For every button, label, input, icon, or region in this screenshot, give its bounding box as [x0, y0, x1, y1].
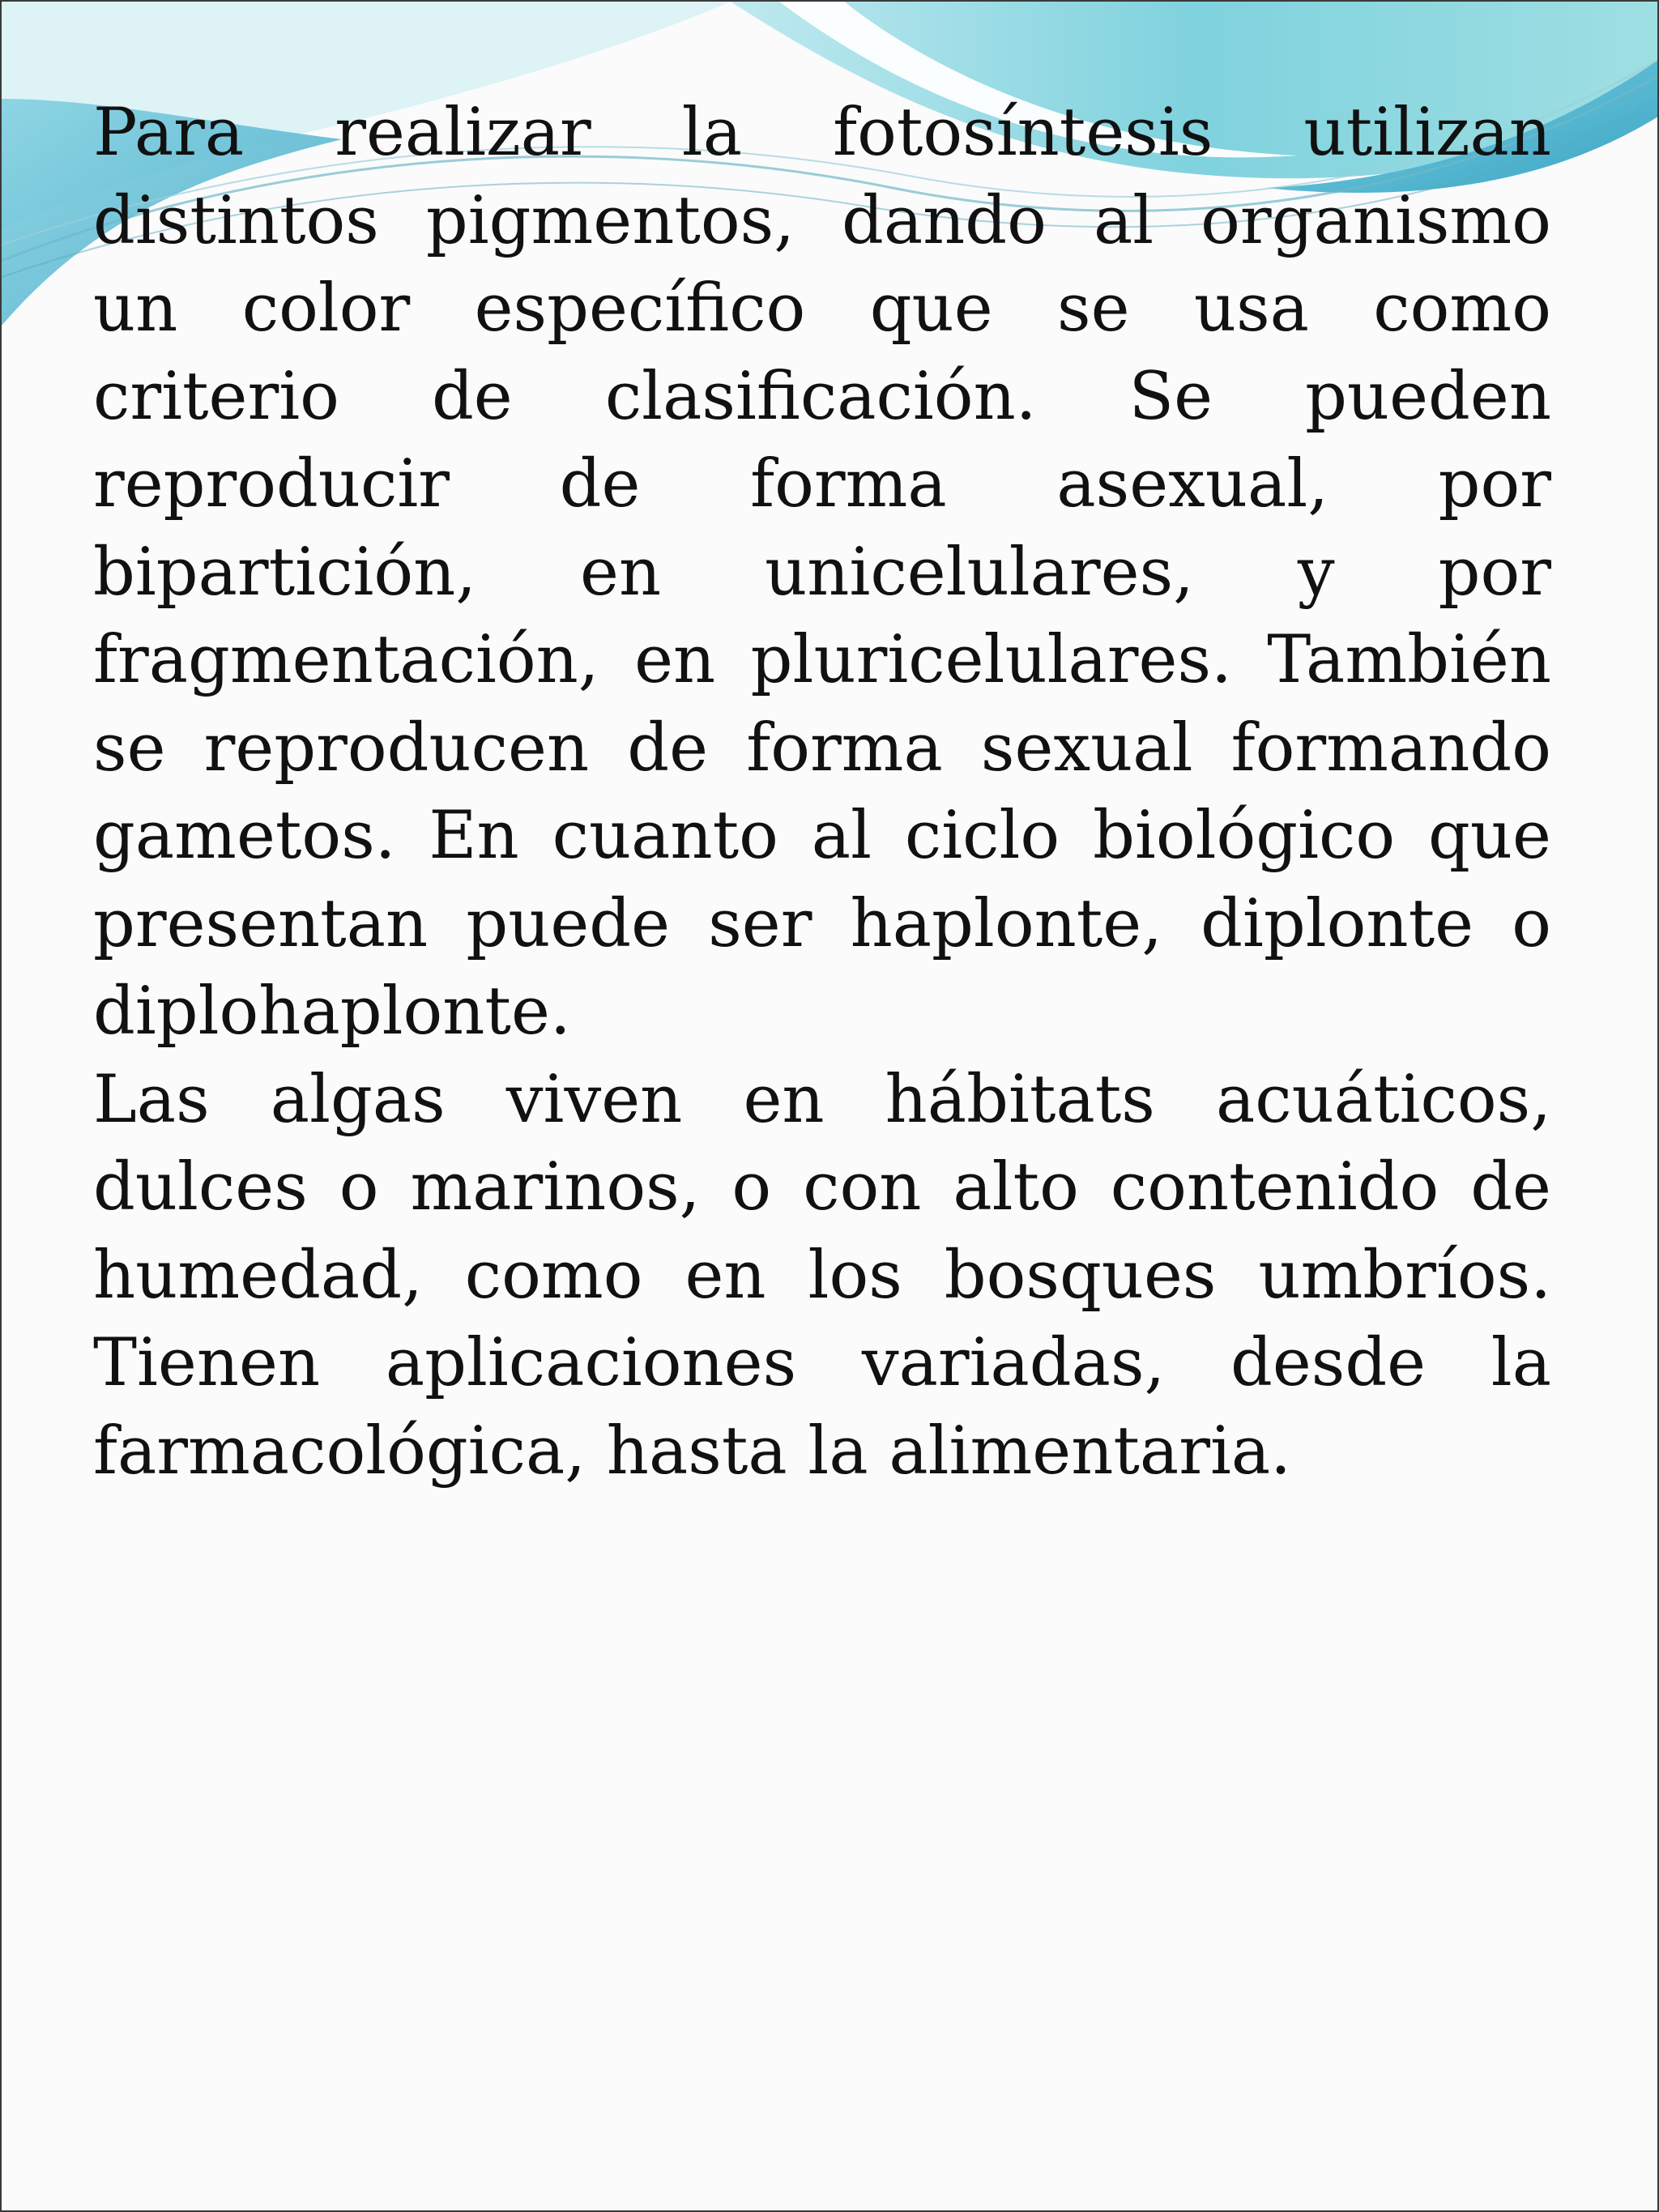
paragraph-2: Las algas viven en hábitats acuáticos, dulces o marinos, o con alto contenido de humedad, como en los bosques umbríos. Tienen aplicaciones variadas, desde la farmacológica, hasta la alimentaria. — [93, 1061, 1551, 1490]
paragraph-1: Para realizar la fotosíntesis utilizan distintos pigmentos, dando al organismo un color específico que se usa como criterio de clasificación. Se pueden reproducir de forma asexual, por bipartición, en unicelulares, y por fragmentación, en pluricelulares. También se reproducen de forma sexual formando gametos. En cuanto al ciclo biológico que presentan puede ser haplonte, diplonte o diplohaplonte. — [93, 95, 1551, 1050]
body-text — [93, 89, 1551, 1495]
